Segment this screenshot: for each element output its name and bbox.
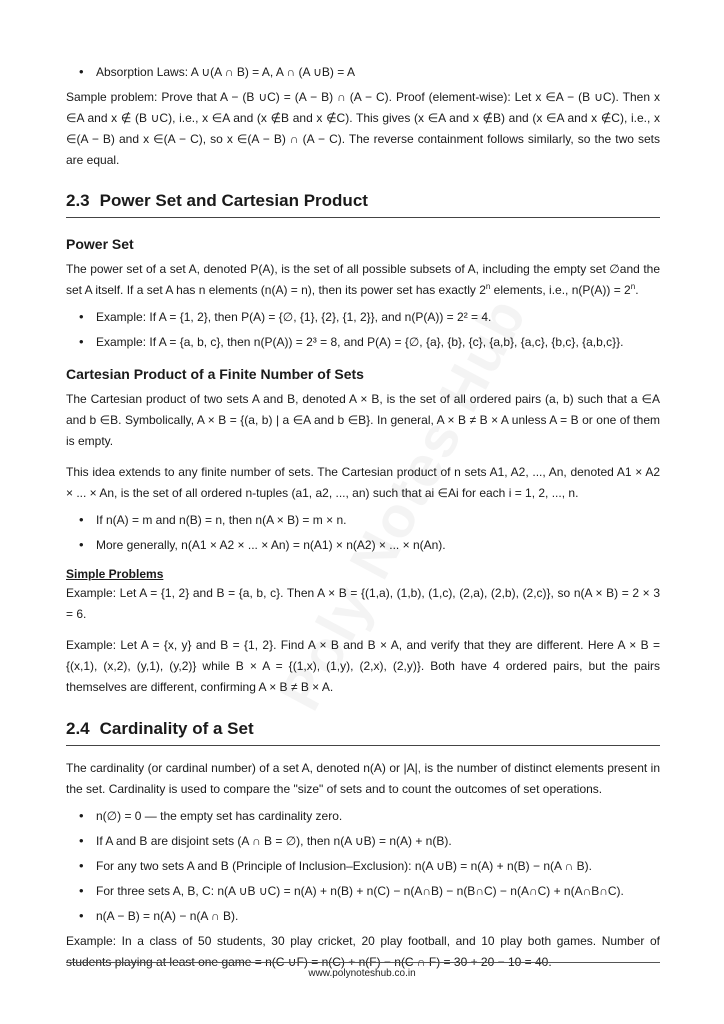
section-heading-2-4 [66, 718, 660, 746]
subheading-power-set: Power Set [66, 236, 134, 252]
list-item: • Absorption Laws: A ∪(A ∩ B) = A, A ∩ (A ∪B) = A [66, 62, 660, 82]
superscript: n [630, 282, 636, 291]
subheading-cartesian-product: Cartesian Product of a Finite Number of Sets [66, 366, 364, 382]
cartesian-paragraph-2: This idea extends to any finite number of sets. The Cartesian product of n sets A1, A2, ..., An, denoted A1 × A2 × ... × An, is the set of all ordered n-tuples (a1, a2, ..., an) such that ai ∈Ai for each i = 1, 2, ..., n. [66, 465, 660, 500]
cardinality-intro: The cardinality (or cardinal number) of a set A, denoted n(A) or |A|, is the number of distinct elements present in the set. Cardinality is used to compare the "size" of sets and to count the outcomes of set operations. [66, 761, 660, 796]
sample-problem: Sample problem: Prove that A − (B ∪C) = (A − B) ∩ (A − C). Proof (element-wise): Let x ∈A − (B ∪C). Then x ∈A and x ∉ (B ∪C), i.e., x ∈A and (x ∉B and x ∉C). This gives (x ∈A and x ∉B) and (x ∈A and x ∉C), i.e., x ∈(A − B) and x ∈(A − C), so x ∈(A − B) ∩ (A − C). The reverse containment follows similarly, so the two sets are equal. [66, 90, 660, 167]
subheading-simple-problems: Simple Problems [66, 567, 164, 581]
section-number: 2.4 [66, 719, 90, 738]
footer-divider [66, 962, 660, 963]
section-heading-2-3 [66, 190, 660, 218]
text-span: elements, i.e., n(P(A)) = 2 [490, 283, 631, 297]
cartesian-paragraph-1: The Cartesian product of two sets A and B, denoted A × B, is the set of all ordered pairs (a, b) such that a ∈A and b ∈B. Symbolically, A × B = {(a, b) | a ∈A and b ∈B}. In general, A × B ≠ B × A unless A = B or one of them is empty. [66, 392, 660, 448]
superscript: n [485, 282, 491, 291]
cardinality-bullets [66, 806, 660, 926]
footer-url: www.polynoteshub.co.in [308, 968, 416, 979]
list-item: • More generally, n(A1 × A2 × ... × An) = n(A1) × n(A2) × ... × n(An). [66, 535, 660, 555]
list-item: • Example: If A = {1, 2}, then P(A) = {∅, {1}, {2}, {1, 2}}, and n(P(A)) = 2² = 4. [66, 307, 660, 327]
cardinality-example: Example: In a class of 50 students, 30 play cricket, 20 play football, and 10 play both games. Number of students playing at least one game = n(C ∪F) = n(C) + n(F) − n(C ∩ F) = 30 + 20 − 10 = 40. [66, 934, 660, 969]
simple-problem-example-2: Example: Let A = {x, y} and B = {1, 2}. Find A × B and B × A, and verify that they are different. Here A × B = {(x,1), (x,2), (y,1), (y,2)} while B × A = {(1,x), (1,y), (2,x), (2,y)}. Both have 4 ordered pairs, but the pairs themselves are different, confirming A × B ≠ B × A. [66, 638, 660, 694]
absorption-list [66, 62, 660, 82]
cartesian-bullets [66, 510, 660, 555]
list-item: • For any two sets A and B (Principle of Inclusion–Exclusion): n(A ∪B) = n(A) + n(B) − n(A ∩ B). [66, 856, 660, 876]
list-item: • n(A − B) = n(A) − n(A ∩ B). [66, 906, 660, 926]
text-span: The power set of a set A, denoted P(A), is the set of all possible subsets of A, including the empty set ∅and the set A itself. If a set A has n elements (n(A) = n), then its power set has exactly 2 [66, 262, 660, 297]
section-title: Cardinality of a Set [99, 719, 254, 738]
document-page [66, 62, 660, 973]
simple-problem-example-1: Example: Let A = {1, 2} and B = {a, b, c}. Then A × B = {(1,a), (1,b), (1,c), (2,a), (2,b), (2,c)}, so n(A × B) = 2 × 3 = 6. [66, 586, 660, 621]
power-set-examples [66, 307, 660, 352]
section-number: 2.3 [66, 191, 90, 210]
text-span: . [635, 283, 639, 297]
list-item: • Example: If A = {a, b, c}, then n(P(A)) = 2³ = 8, and P(A) = {∅, {a}, {b}, {c}, {a,b}, {a,c}, {b,c}, {a,b,c}}. [66, 332, 660, 352]
power-set-paragraph [66, 259, 660, 301]
list-item: • If A and B are disjoint sets (A ∩ B = ∅), then n(A ∪B) = n(A) + n(B). [66, 831, 660, 851]
section-title: Power Set and Cartesian Product [99, 191, 368, 210]
list-item: • If n(A) = m and n(B) = n, then n(A × B) = m × n. [66, 510, 660, 530]
list-item: • For three sets A, B, C: n(A ∪B ∪C) = n(A) + n(B) + n(C) − n(A∩B) − n(B∩C) − n(A∩C) + n(A∩B∩C). [66, 881, 660, 901]
list-item: • n(∅) = 0 — the empty set has cardinality zero. [66, 806, 660, 826]
